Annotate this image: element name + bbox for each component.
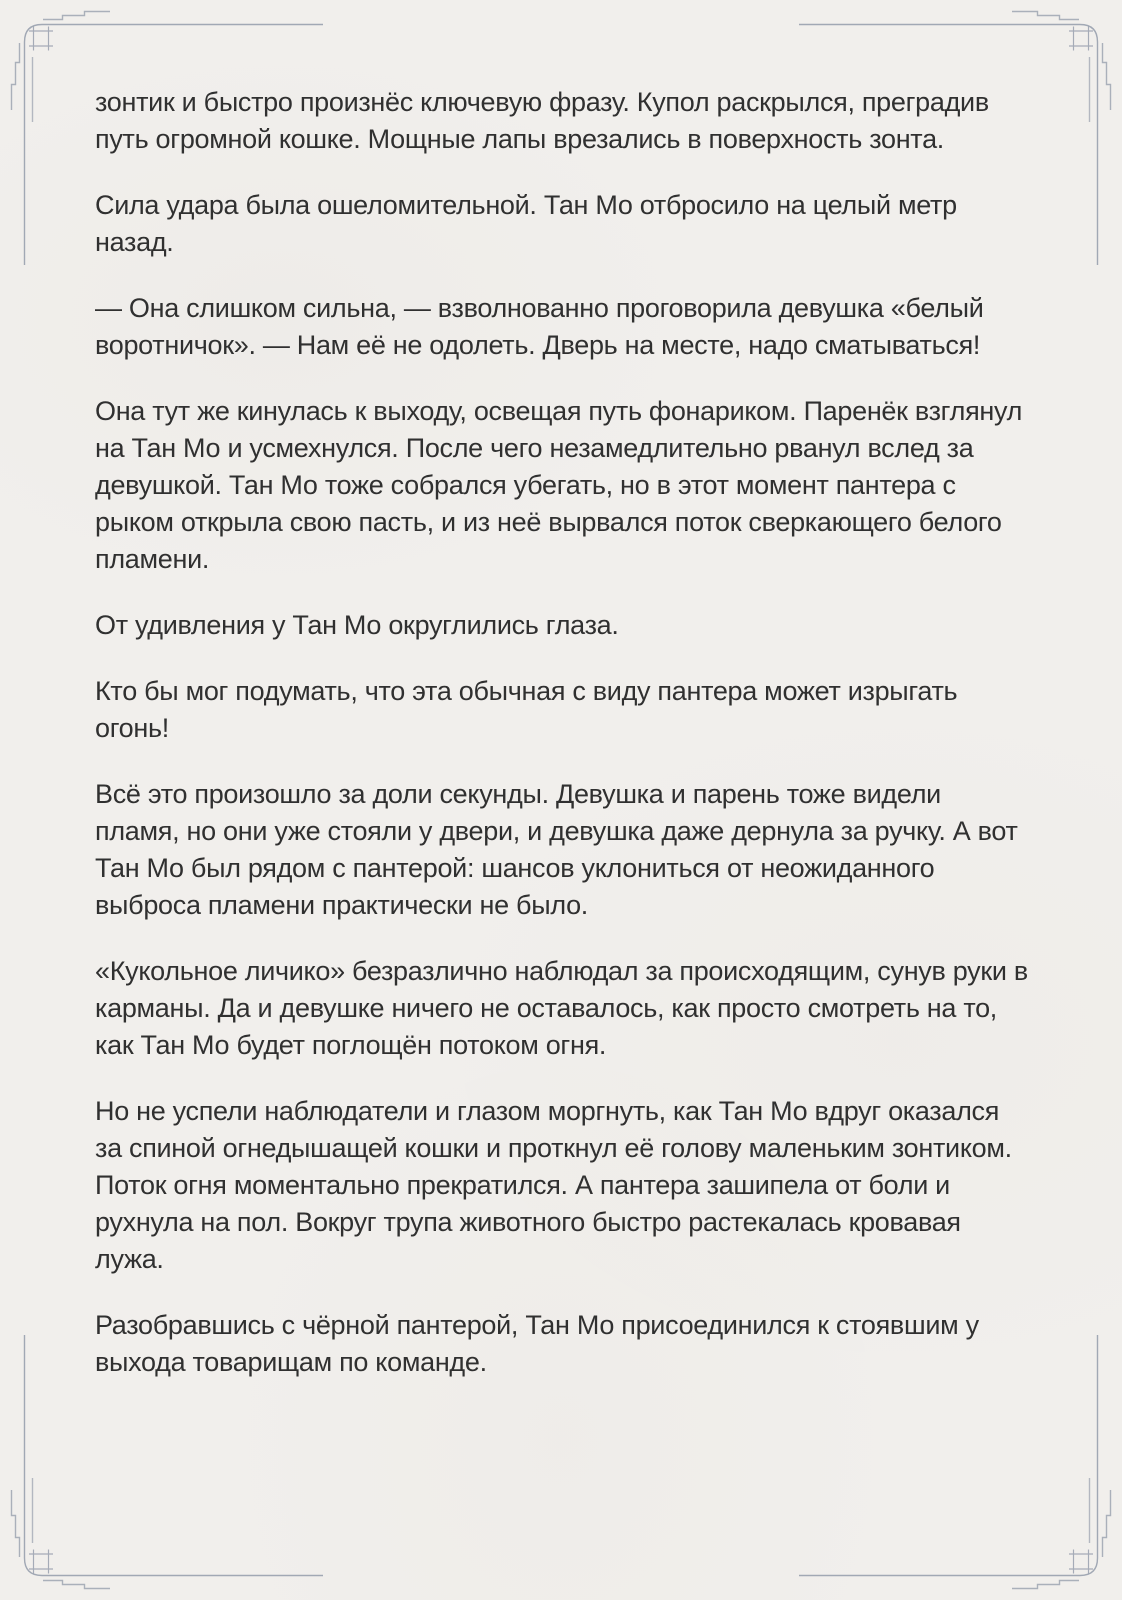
paragraph: Она тут же кинулась к выходу, освещая путь фонариком. Паренёк взглянул на Тан Мо и усмехнулся. После чего незамедлительно рванул вслед за девушкой. Тан Мо тоже собрался убегать, но в этот момент пантера с рыком открыла свою пасть, и из неё вырвался поток сверкающего белого пламени.: [95, 396, 1023, 574]
page-text: [95, 84, 1032, 1410]
paragraph: зонтик и быстро произнёс ключевую фразу. Купол раскрылся, преградив путь огромной кошке. Мощные лапы врезались в поверхность зонта.: [95, 87, 989, 154]
paragraph: Но не успели наблюдатели и глазом моргнуть, как Тан Мо вдруг оказался за спиной огнедышащей кошки и проткнул её голову маленьким зонтиком. Поток огня моментально прекратился. А пантера зашипела от боли и рухнула на пол. Вокруг трупа животного быстро растекалась кровавая лужа.: [95, 1096, 1012, 1274]
paragraph: Разобравшись с чёрной пантерой, Тан Мо присоединился к стоявшим у выхода товарищам по команде.: [95, 1310, 979, 1377]
paragraph: Всё это произошло за доли секунды. Девушка и парень тоже видели пламя, но они уже стояли у двери, и девушка даже дернула за ручку. А вот Тан Мо был рядом с пантерой: шансов уклониться от неожиданного выброса пламени практически не было.: [95, 779, 1018, 920]
paragraph: «Кукольное личико» безразлично наблюдал за происходящим, сунув руки в карманы. Да и девушке ничего не оставалось, как просто смотреть на то, как Тан Мо будет поглощён потоком огня.: [95, 956, 1028, 1060]
paragraph: От удивления у Тан Мо округлились глаза.: [95, 610, 619, 640]
paragraph: Кто бы мог подумать, что эта обычная с виду пантера может изрыгать огонь!: [95, 676, 958, 743]
paragraph: — Она слишком сильна, — взволнованно проговорила девушка «белый воротничок». — Нам её не одолеть. Дверь на месте, надо сматываться!: [95, 293, 984, 360]
paragraph: Сила удара была ошеломительной. Тан Мо отбросило на целый метр назад.: [95, 190, 957, 257]
